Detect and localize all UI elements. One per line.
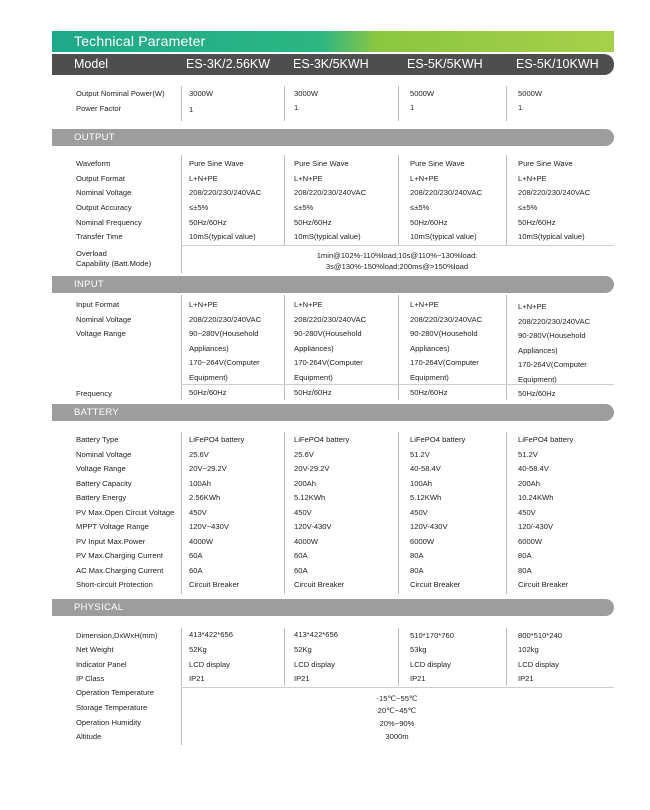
- row-label: PV Max.Charging Current: [76, 551, 163, 560]
- model-3: ES-5K/5KWH: [407, 57, 483, 71]
- cell: 50Hz/60Hz: [410, 218, 448, 227]
- cell: IP21: [410, 674, 426, 683]
- cell: 450V: [410, 508, 428, 517]
- section-title: BATTERY: [74, 407, 120, 418]
- row-label: Nominal Voltage: [76, 450, 132, 459]
- cell: 90-280V(Household: [294, 329, 362, 338]
- cell: 200Ah: [294, 479, 316, 488]
- cell: 120V-430V: [410, 522, 448, 531]
- cell: Equipment): [410, 373, 449, 382]
- cell: 80A: [518, 566, 532, 575]
- cell: L+N+PE: [410, 174, 439, 183]
- cell: Pure Sine Wave: [410, 159, 465, 168]
- cell: 51.2V: [410, 450, 430, 459]
- cell: ≤±5%: [189, 203, 209, 212]
- cell: LCD display: [410, 660, 451, 669]
- cell: 40-58.4V: [518, 464, 549, 473]
- cell: 50Hz/60Hz: [294, 388, 332, 397]
- cell: 5000W: [518, 89, 543, 98]
- cell: 40-58.4V: [410, 464, 441, 473]
- row-label: Input Format: [76, 300, 120, 309]
- section-title: OUTPUT: [74, 132, 115, 143]
- row-label: Output Accuracy: [76, 203, 132, 212]
- cell: 3000W: [294, 89, 319, 98]
- cell: 53kg: [410, 645, 427, 654]
- column-divider: [506, 86, 507, 121]
- row-label: Nominal Voltage: [76, 315, 132, 324]
- cell: 5.12KWh: [410, 493, 442, 502]
- cell: 208/220/230/240VAC: [410, 315, 483, 324]
- row-label: AC Max.Charging Current: [76, 566, 164, 575]
- cell: 52Kg: [294, 645, 312, 654]
- cell: 5.12KWh: [294, 493, 326, 502]
- cell: 4000W: [294, 537, 319, 546]
- cell: 52Kg: [189, 645, 207, 654]
- row-label: Battery Capacity: [76, 479, 132, 488]
- column-divider: [181, 155, 182, 245]
- cell: 170-264V(Computer: [294, 358, 363, 367]
- cell: Circuit Breaker: [294, 580, 345, 589]
- cell: 50Hz/60Hz: [518, 218, 556, 227]
- merged-cell: 1min@102%-110%load;10s@110%~130%load:: [316, 251, 478, 260]
- cell: 208/220/230/240VAC: [294, 315, 367, 324]
- cell: L+N+PE: [189, 174, 218, 183]
- cell: Equipment): [294, 373, 333, 382]
- model-2: ES-3K/5KWH: [293, 57, 369, 71]
- cell: 5000W: [410, 89, 435, 98]
- section-header-physical: [52, 599, 614, 616]
- cell: 170-264V(Computer: [410, 358, 479, 367]
- section-title: PHYSICAL: [74, 602, 124, 613]
- section-header-output: [52, 129, 614, 146]
- cell: 100Ah: [410, 479, 432, 488]
- cell: Pure Sine Wave: [518, 159, 573, 168]
- row-label: Indicator Panel: [76, 660, 127, 669]
- column-divider: [284, 86, 285, 121]
- column-divider: [181, 628, 182, 686]
- cell: 90-280V(Household: [410, 329, 478, 338]
- cell: Pure Sine Wave: [189, 159, 244, 168]
- cell: 800*510*240: [518, 631, 562, 640]
- cell: LCD display: [294, 660, 335, 669]
- cell: ≤±5%: [518, 203, 538, 212]
- cell: 10mS(typical value): [294, 232, 361, 241]
- cell: Appliances): [189, 344, 229, 353]
- row-label: Net Weight: [76, 645, 114, 654]
- column-divider: [284, 155, 285, 245]
- row-label: Nominal Voltage: [76, 188, 132, 197]
- row-label: Waveform: [76, 159, 111, 168]
- row-label: Storage Temperature: [76, 703, 148, 712]
- cell: 10mS(typical value): [410, 232, 477, 241]
- cell: 3000W: [189, 89, 214, 98]
- cell: L+N+PE: [518, 174, 547, 183]
- cell: 120V-430V: [294, 522, 332, 531]
- cell: Pure Sine Wave: [294, 159, 349, 168]
- cell: 208/220/230/240VAC: [410, 188, 483, 197]
- cell: IP21: [294, 674, 310, 683]
- row-label: Operation Temperature: [76, 688, 154, 697]
- cell: 10mS(typical value): [189, 232, 256, 241]
- cell: 20V~29.2V: [189, 464, 227, 473]
- cell: 20V-29.2V: [294, 464, 330, 473]
- cell: 80A: [518, 551, 532, 560]
- cell: 208/220/230/240VAC: [294, 188, 367, 197]
- cell: 208/220/230/240VAC: [518, 188, 591, 197]
- cell: 208/220/230/240VAC: [518, 317, 591, 326]
- row-label: Voltage Range: [76, 329, 126, 338]
- cell: ≤±5%: [294, 203, 314, 212]
- cell: 1: [189, 105, 194, 114]
- cell: 50Hz/60Hz: [518, 389, 556, 398]
- column-divider: [181, 86, 182, 121]
- cell: 6000W: [410, 537, 435, 546]
- cell: 4000W: [189, 537, 214, 546]
- cell: 80A: [410, 551, 424, 560]
- cell: 50Hz/60Hz: [410, 388, 448, 397]
- row-label: PV Input Max.Power: [76, 537, 146, 546]
- cell: 208/220/230/240VAC: [189, 188, 262, 197]
- merged-cell: 20%~90%: [379, 719, 415, 728]
- cell: Appliances): [518, 346, 558, 355]
- column-divider: [181, 432, 182, 594]
- column-divider: [506, 432, 507, 594]
- cell: L+N+PE: [518, 302, 547, 311]
- cell: 25.6V: [294, 450, 314, 459]
- model-1: ES-3K/2.56KW: [186, 57, 271, 71]
- column-divider: [398, 432, 399, 594]
- model-label: Model: [74, 57, 109, 71]
- cell: 50Hz/60Hz: [189, 388, 227, 397]
- cell: IP21: [189, 674, 205, 683]
- cell: 50Hz/60Hz: [189, 218, 227, 227]
- cell: L+N+PE: [294, 174, 323, 183]
- cell: LCD display: [189, 660, 230, 669]
- cell: 51.2V: [518, 450, 538, 459]
- page-title: Technical Parameter: [74, 33, 206, 49]
- row-label: Operation Humidity: [76, 718, 141, 727]
- column-divider: [398, 86, 399, 121]
- section-title: INPUT: [74, 279, 104, 290]
- row-label: Capability (Batt.Mode): [76, 259, 152, 268]
- cell: 100Ah: [189, 479, 211, 488]
- merged-cell: 3s@130%-150%load;200ms@>150%load: [325, 262, 469, 271]
- cell: LiFePO4 battery: [410, 435, 466, 444]
- column-divider: [398, 628, 399, 686]
- cell: 1: [518, 103, 523, 112]
- cell: 80A: [410, 566, 424, 575]
- cell: LiFePO4 battery: [518, 435, 574, 444]
- cell: Circuit Breaker: [189, 580, 240, 589]
- cell: Circuit Breaker: [410, 580, 461, 589]
- cell: 60A: [189, 551, 203, 560]
- column-divider: [398, 155, 399, 245]
- cell: 200Ah: [518, 479, 540, 488]
- section-header-battery: [52, 404, 614, 421]
- cell: 413*422*656: [189, 630, 233, 639]
- row-label: Overload: [76, 249, 107, 258]
- cell: 10mS(typical value): [518, 232, 585, 241]
- row-divider: [181, 687, 614, 688]
- merged-cell: -15℃~55℃: [376, 694, 418, 703]
- cell: 450V: [518, 508, 536, 517]
- column-divider: [284, 432, 285, 594]
- cell: 208/220/230/240VAC: [189, 315, 262, 324]
- cell: 25.6V: [189, 450, 209, 459]
- cell: 90-280V(Household: [518, 331, 586, 340]
- row-label: PV Max.Open Circuit Voltage: [76, 508, 175, 517]
- cell: 510*170*760: [410, 631, 454, 640]
- row-label: Output Nominal Power(W): [76, 89, 165, 98]
- cell: 170-264V(Computer: [518, 360, 587, 369]
- cell: Appliances): [294, 344, 334, 353]
- cell: LiFePO4 battery: [189, 435, 245, 444]
- cell: 1: [410, 103, 415, 112]
- cell: ≤±5%: [410, 203, 430, 212]
- cell: 50Hz/60Hz: [294, 218, 332, 227]
- merged-cell: 3000m: [385, 732, 409, 741]
- row-label: Short-circuit Protection: [76, 580, 153, 589]
- row-label: Altitude: [76, 732, 102, 741]
- cell: 2.56KWh: [189, 493, 221, 502]
- row-label: Battery Type: [76, 435, 119, 444]
- cell: 120/-430V: [518, 522, 554, 531]
- cell: 10.24KWh: [518, 493, 554, 502]
- cell: 60A: [294, 551, 308, 560]
- row-label: MPPT Voltage Range: [76, 522, 149, 531]
- cell: 170~264V(Computer: [189, 358, 260, 367]
- cell: 450V: [294, 508, 312, 517]
- cell: Equipment): [189, 373, 228, 382]
- cell: Equipment): [518, 375, 557, 384]
- column-divider: [506, 628, 507, 686]
- cell: 60A: [294, 566, 308, 575]
- model-header-bar: [52, 54, 614, 75]
- row-label: Frequency: [76, 389, 112, 398]
- column-divider: [284, 628, 285, 686]
- row-label: Nominal Frequency: [76, 218, 142, 227]
- row-label: Output Format: [76, 174, 125, 183]
- title-bar: [52, 31, 614, 52]
- cell: 90~280V(Household: [189, 329, 259, 338]
- cell: IP21: [518, 674, 534, 683]
- cell: 6000W: [518, 537, 543, 546]
- cell: LCD display: [518, 660, 559, 669]
- cell: 450V: [189, 508, 207, 517]
- cell: LiFePO4 battery: [294, 435, 350, 444]
- cell: 102kg: [518, 645, 539, 654]
- cell: L+N+PE: [294, 300, 323, 309]
- row-label: Voltage Range: [76, 464, 126, 473]
- cell: L+N+PE: [189, 300, 218, 309]
- section-header-input: [52, 276, 614, 293]
- merged-cell: 20℃~45℃: [377, 706, 417, 715]
- cell: 60A: [189, 566, 203, 575]
- cell: 120V~430V: [189, 522, 229, 531]
- cell: 1: [294, 103, 299, 112]
- cell: L+N+PE: [410, 300, 439, 309]
- row-divider: [181, 245, 614, 246]
- row-label: Transfer Time: [76, 232, 123, 241]
- model-4: ES-5K/10KWH: [516, 57, 599, 71]
- cell: Circuit Breaker: [518, 580, 569, 589]
- row-label: Battery Energy: [76, 493, 127, 502]
- row-label: Power Factor: [76, 104, 122, 113]
- column-divider: [506, 155, 507, 245]
- cell: Appliances): [410, 344, 450, 353]
- row-label: Dimension,DxWxH(mm): [76, 631, 158, 640]
- row-label: IP Class: [76, 674, 105, 683]
- cell: 413*422*656: [294, 630, 338, 639]
